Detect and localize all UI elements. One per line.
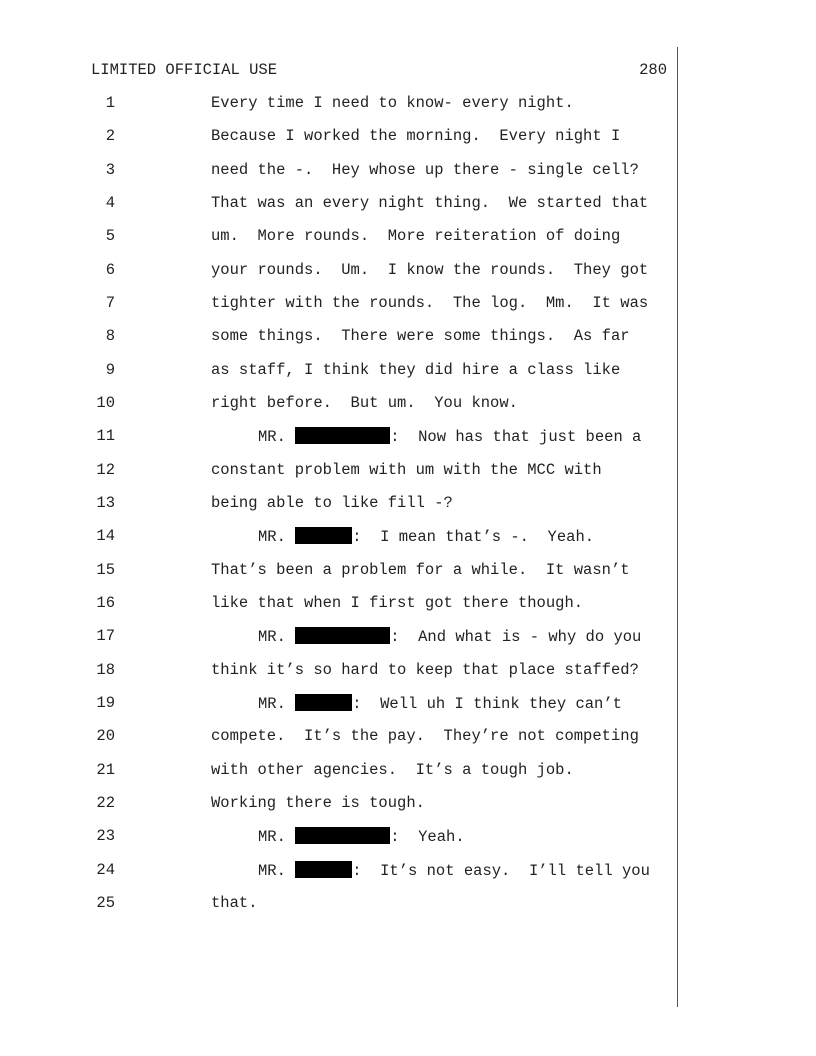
line-number: 23 <box>96 827 115 845</box>
line-number: 18 <box>96 661 115 679</box>
transcript-line <box>0 761 680 785</box>
line-number: 25 <box>96 894 115 912</box>
line-number: 4 <box>105 194 115 212</box>
transcript-line <box>0 227 680 251</box>
line-number: 12 <box>96 461 115 479</box>
line-text: That was an every night thing. We started that <box>211 194 649 212</box>
line-number: 10 <box>96 394 115 412</box>
line-number: 1 <box>105 94 115 112</box>
transcript-line <box>0 861 680 885</box>
transcript-line <box>0 327 680 351</box>
line-number: 11 <box>96 427 115 445</box>
transcript-line <box>0 194 680 218</box>
transcript-line <box>0 494 680 518</box>
speaker-text: : It’s not easy. I’ll tell you <box>352 862 650 880</box>
line-text <box>258 861 650 880</box>
line-text: um. More rounds. More reiteration of doing <box>211 227 621 245</box>
speaker-title: MR. <box>258 695 286 713</box>
line-number: 7 <box>105 294 115 312</box>
speaker-title: MR. <box>258 828 286 846</box>
line-number: 8 <box>105 327 115 345</box>
transcript-line <box>0 294 680 318</box>
transcript-line <box>0 461 680 485</box>
redaction-box <box>295 627 390 644</box>
line-text: think it’s so hard to keep that place staffed? <box>211 661 639 679</box>
transcript-line <box>0 261 680 285</box>
line-number: 2 <box>105 127 115 145</box>
transcript-line <box>0 594 680 618</box>
line-number: 17 <box>96 627 115 645</box>
line-number: 14 <box>96 527 115 545</box>
line-number: 5 <box>105 227 115 245</box>
line-number: 16 <box>96 594 115 612</box>
line-text: as staff, I think they did hire a class like <box>211 361 621 379</box>
line-text: your rounds. Um. I know the rounds. They got <box>211 261 649 279</box>
redaction-box <box>295 694 352 711</box>
line-text: compete. It’s the pay. They’re not competing <box>211 727 639 745</box>
line-number: 20 <box>96 727 115 745</box>
line-text: being able to like fill -? <box>211 494 453 512</box>
line-text: that. <box>211 894 258 912</box>
transcript-line <box>0 827 680 851</box>
classification-header: LIMITED OFFICIAL USE <box>91 61 278 79</box>
speaker-title: MR. <box>258 428 286 446</box>
line-text: Because I worked the morning. Every night I <box>211 127 621 145</box>
line-number: 19 <box>96 694 115 712</box>
line-text: That’s been a problem for a while. It wasn’t <box>211 561 630 579</box>
transcript-line <box>0 361 680 385</box>
line-text: tighter with the rounds. The log. Mm. It was <box>211 294 649 312</box>
speaker-text: : I mean that’s -. Yeah. <box>352 528 595 546</box>
line-text <box>258 827 465 846</box>
speaker-title: MR. <box>258 628 286 646</box>
line-text: constant problem with um with the MCC with <box>211 461 602 479</box>
redaction-box <box>295 861 352 878</box>
speaker-text: : Now has that just been a <box>390 428 642 446</box>
line-text: right before. But um. You know. <box>211 394 518 412</box>
line-text <box>258 527 594 546</box>
redaction-box <box>295 427 390 444</box>
speaker-text: : And what is - why do you <box>390 628 642 646</box>
transcript-line <box>0 94 680 118</box>
line-number: 9 <box>105 361 115 379</box>
line-number: 13 <box>96 494 115 512</box>
transcript-line <box>0 627 680 651</box>
line-text: Every time I need to know- every night. <box>211 94 574 112</box>
transcript-line <box>0 894 680 918</box>
transcript-line <box>0 127 680 151</box>
page-number: 280 <box>639 61 667 79</box>
line-text: some things. There were some things. As far <box>211 327 630 345</box>
transcript-line <box>0 794 680 818</box>
line-text: Working there is tough. <box>211 794 425 812</box>
line-number: 24 <box>96 861 115 879</box>
line-number: 6 <box>105 261 115 279</box>
transcript-line <box>0 694 680 718</box>
transcript-line <box>0 727 680 751</box>
line-text: like that when I first got there though. <box>211 594 584 612</box>
line-text <box>258 694 622 713</box>
speaker-text: : Yeah. <box>390 828 465 846</box>
redaction-box <box>295 827 390 844</box>
transcript-line <box>0 661 680 685</box>
line-text: need the -. Hey whose up there - single cell? <box>211 161 639 179</box>
line-number: 15 <box>96 561 115 579</box>
line-number: 3 <box>105 161 115 179</box>
redaction-box <box>295 527 352 544</box>
line-text <box>258 627 641 646</box>
speaker-text: : Well uh I think they can’t <box>352 695 622 713</box>
transcript-line <box>0 161 680 185</box>
line-number: 21 <box>96 761 115 779</box>
speaker-title: MR. <box>258 862 286 880</box>
line-text: with other agencies. It’s a tough job. <box>211 761 574 779</box>
line-number: 22 <box>96 794 115 812</box>
speaker-title: MR. <box>258 528 286 546</box>
transcript-line <box>0 527 680 551</box>
transcript-line <box>0 427 680 451</box>
line-text <box>258 427 641 446</box>
transcript-line <box>0 394 680 418</box>
transcript-line <box>0 561 680 585</box>
